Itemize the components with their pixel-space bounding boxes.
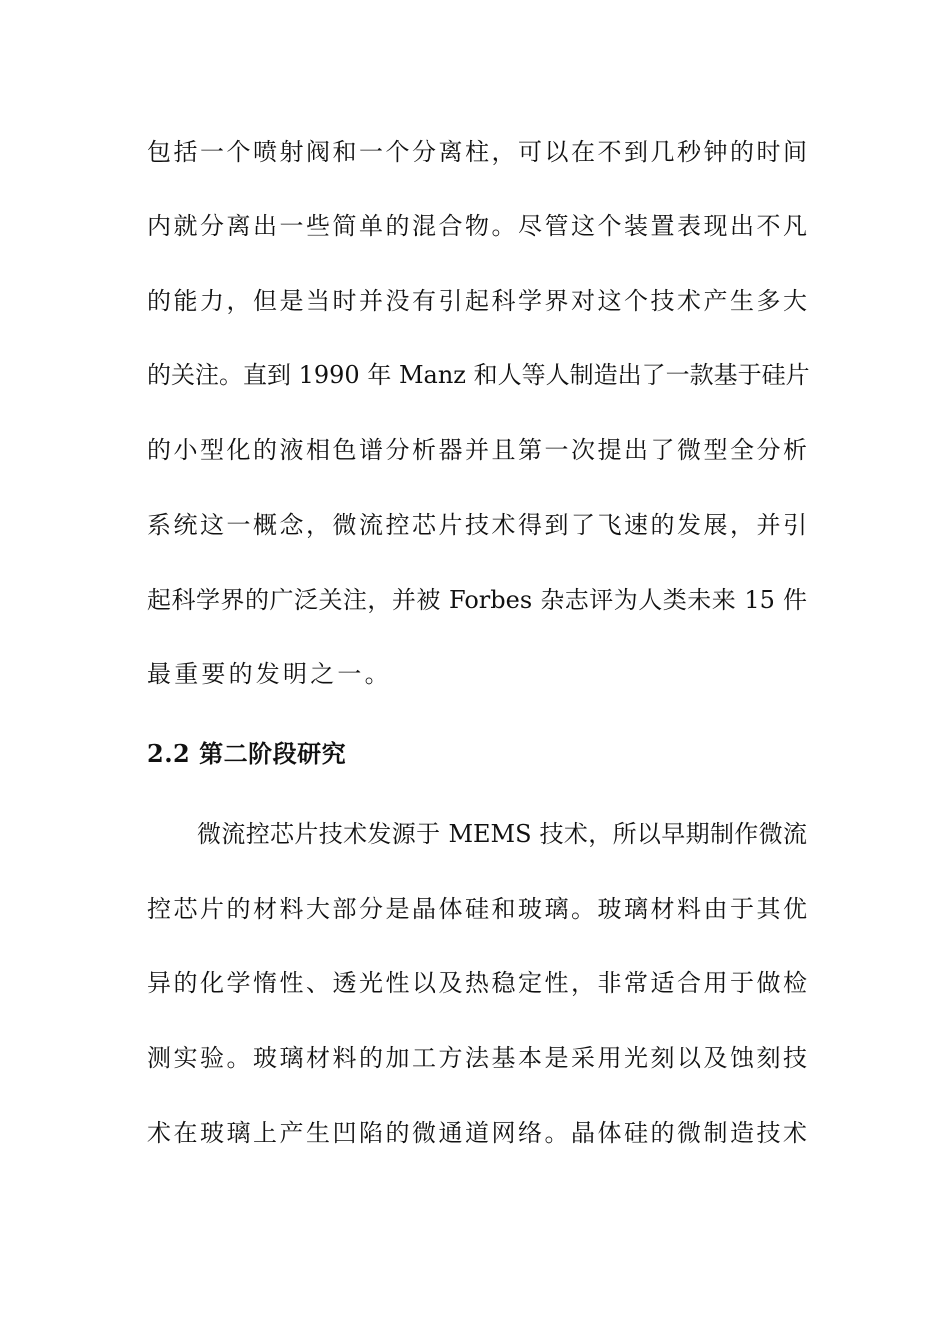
paragraph-line: 控芯片的材料大部分是晶体硅和玻璃。玻璃材料由于其优 [147, 895, 807, 923]
paragraph-line: 的小型化的液相色谱分析器并且第一次提出了微型全分析 [147, 436, 807, 464]
paragraph-line: 测实验。玻璃材料的加工方法基本是采用光刻以及蚀刻技 [147, 1044, 807, 1072]
paragraph-line: 包括一个喷射阀和一个分离柱，可以在不到几秒钟的时间 [147, 138, 807, 166]
paragraph-line: 的能力，但是当时并没有引起科学界对这个技术产生多大 [147, 287, 807, 315]
paragraph-line: 起科学界的广泛关注，并被 Forbes 杂志评为人类未来 15 件 [147, 586, 807, 614]
paragraph-line: 术在玻璃上产生凹陷的微通道网络。晶体硅的微制造技术 [147, 1119, 807, 1147]
paragraph-line-indented: 微流控芯片技术发源于 MEMS 技术，所以早期制作微流 [197, 820, 807, 848]
paragraph-line-last: 最重要的发明之一。 [147, 660, 392, 688]
section-heading: 2.2 第二阶段研究 [147, 739, 347, 768]
paragraph-line: 系统这一概念，微流控芯片技术得到了飞速的发展，并引 [147, 511, 807, 539]
paragraph-line: 的关注。直到 1990 年 Manz 和人等人制造出了一款基于硅片 [147, 361, 810, 389]
paragraph-line: 异的化学惰性、透光性以及热稳定性，非常适合用于做检 [147, 969, 807, 997]
paragraph-line: 内就分离出一些简单的混合物。尽管这个装置表现出不凡 [147, 212, 807, 240]
